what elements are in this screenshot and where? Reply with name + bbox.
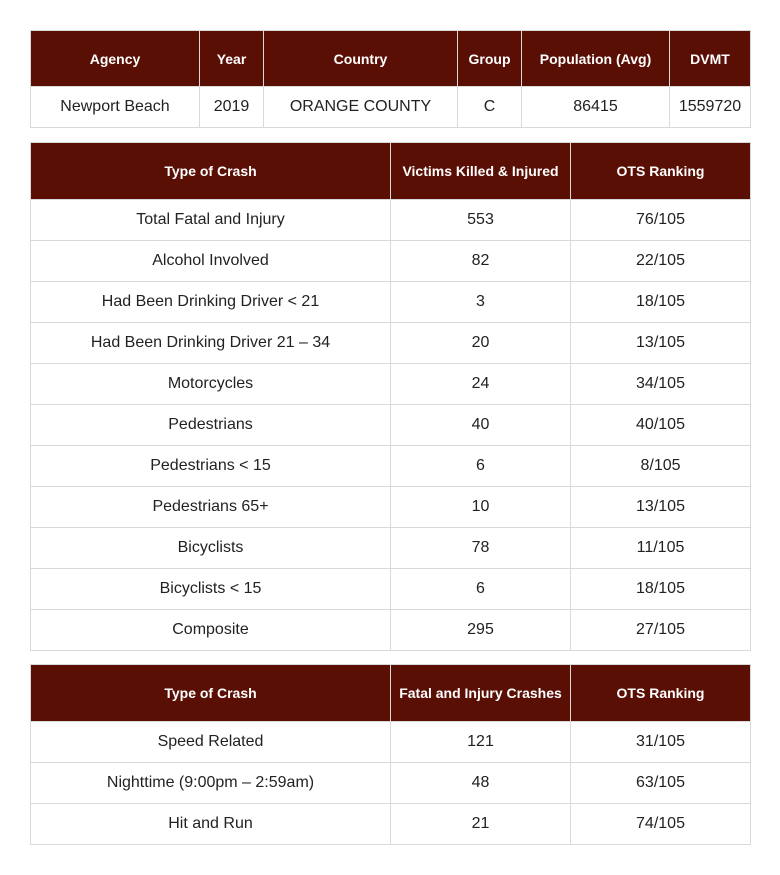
- cell-victims: 6: [391, 446, 571, 487]
- table-row: [31, 200, 751, 241]
- cell-ots-ranking: 27/105: [571, 610, 751, 651]
- table-row: [31, 282, 751, 323]
- column-header-agency: Agency: [31, 31, 200, 87]
- column-header-type-of-crash: Type of Crash: [31, 665, 391, 722]
- cell-victims: 82: [391, 241, 571, 282]
- column-header-ots-ranking: OTS Ranking: [571, 665, 751, 722]
- cell-type-of-crash: Bicyclists < 15: [31, 569, 391, 610]
- cell-victims: 78: [391, 528, 571, 569]
- cell-ots-ranking: 31/105: [571, 722, 751, 763]
- cell-year: 2019: [200, 87, 264, 128]
- column-header-type-of-crash: Type of Crash: [31, 143, 391, 200]
- cell-ots-ranking: 8/105: [571, 446, 751, 487]
- cell-type-of-crash: Total Fatal and Injury: [31, 200, 391, 241]
- table-row: [31, 405, 751, 446]
- cell-ots-ranking: 74/105: [571, 804, 751, 845]
- cell-type-of-crash: Nighttime (9:00pm – 2:59am): [31, 763, 391, 804]
- cell-ots-ranking: 34/105: [571, 364, 751, 405]
- cell-ots-ranking: 22/105: [571, 241, 751, 282]
- cell-crashes: 121: [391, 722, 571, 763]
- cell-type-of-crash: Had Been Drinking Driver < 21: [31, 282, 391, 323]
- cell-ots-ranking: 13/105: [571, 487, 751, 528]
- cell-group: C: [458, 87, 522, 128]
- cell-type-of-crash: Hit and Run: [31, 804, 391, 845]
- cell-ots-ranking: 13/105: [571, 323, 751, 364]
- cell-ots-ranking: 76/105: [571, 200, 751, 241]
- table-row: [31, 528, 751, 569]
- cell-victims: 40: [391, 405, 571, 446]
- cell-type-of-crash: Bicyclists: [31, 528, 391, 569]
- table-header-row: [31, 31, 751, 87]
- column-header-crashes: Fatal and Injury Crashes: [391, 665, 571, 722]
- cell-victims: 24: [391, 364, 571, 405]
- cell-victims: 6: [391, 569, 571, 610]
- table-row: [31, 569, 751, 610]
- table-header-row: [31, 665, 751, 722]
- cell-dvmt: 1559720: [670, 87, 751, 128]
- table-row: [31, 241, 751, 282]
- cell-victims: 10: [391, 487, 571, 528]
- column-header-group: Group: [458, 31, 522, 87]
- cell-type-of-crash: Speed Related: [31, 722, 391, 763]
- cell-victims: 553: [391, 200, 571, 241]
- cell-type-of-crash: Composite: [31, 610, 391, 651]
- victims-killed-injured-table: [30, 142, 751, 651]
- cell-crashes: 21: [391, 804, 571, 845]
- table-row: [31, 487, 751, 528]
- cell-crashes: 48: [391, 763, 571, 804]
- table-row: [31, 763, 751, 804]
- cell-type-of-crash: Pedestrians 65+: [31, 487, 391, 528]
- table-header-row: [31, 143, 751, 200]
- table-row: [31, 323, 751, 364]
- table-row: [31, 87, 751, 128]
- cell-victims: 295: [391, 610, 571, 651]
- cell-population: 86415: [522, 87, 670, 128]
- column-header-ots-ranking: OTS Ranking: [571, 143, 751, 200]
- cell-type-of-crash: Had Been Drinking Driver 21 – 34: [31, 323, 391, 364]
- cell-type-of-crash: Motorcycles: [31, 364, 391, 405]
- column-header-dvmt: DVMT: [670, 31, 751, 87]
- table-row: [31, 610, 751, 651]
- cell-ots-ranking: 40/105: [571, 405, 751, 446]
- cell-ots-ranking: 18/105: [571, 282, 751, 323]
- cell-ots-ranking: 11/105: [571, 528, 751, 569]
- fatal-injury-crashes-table: [30, 664, 751, 845]
- table-row: [31, 804, 751, 845]
- cell-victims: 3: [391, 282, 571, 323]
- cell-type-of-crash: Alcohol Involved: [31, 241, 391, 282]
- column-header-year: Year: [200, 31, 264, 87]
- cell-country: ORANGE COUNTY: [264, 87, 458, 128]
- table-row: [31, 722, 751, 763]
- column-header-country: Country: [264, 31, 458, 87]
- table-row: [31, 446, 751, 487]
- column-header-population: Population (Avg): [522, 31, 670, 87]
- cell-ots-ranking: 63/105: [571, 763, 751, 804]
- agency-summary-table: [30, 30, 751, 128]
- table-row: [31, 364, 751, 405]
- cell-victims: 20: [391, 323, 571, 364]
- cell-agency: Newport Beach: [31, 87, 200, 128]
- cell-type-of-crash: Pedestrians < 15: [31, 446, 391, 487]
- column-header-victims: Victims Killed & Injured: [391, 143, 571, 200]
- cell-type-of-crash: Pedestrians: [31, 405, 391, 446]
- cell-ots-ranking: 18/105: [571, 569, 751, 610]
